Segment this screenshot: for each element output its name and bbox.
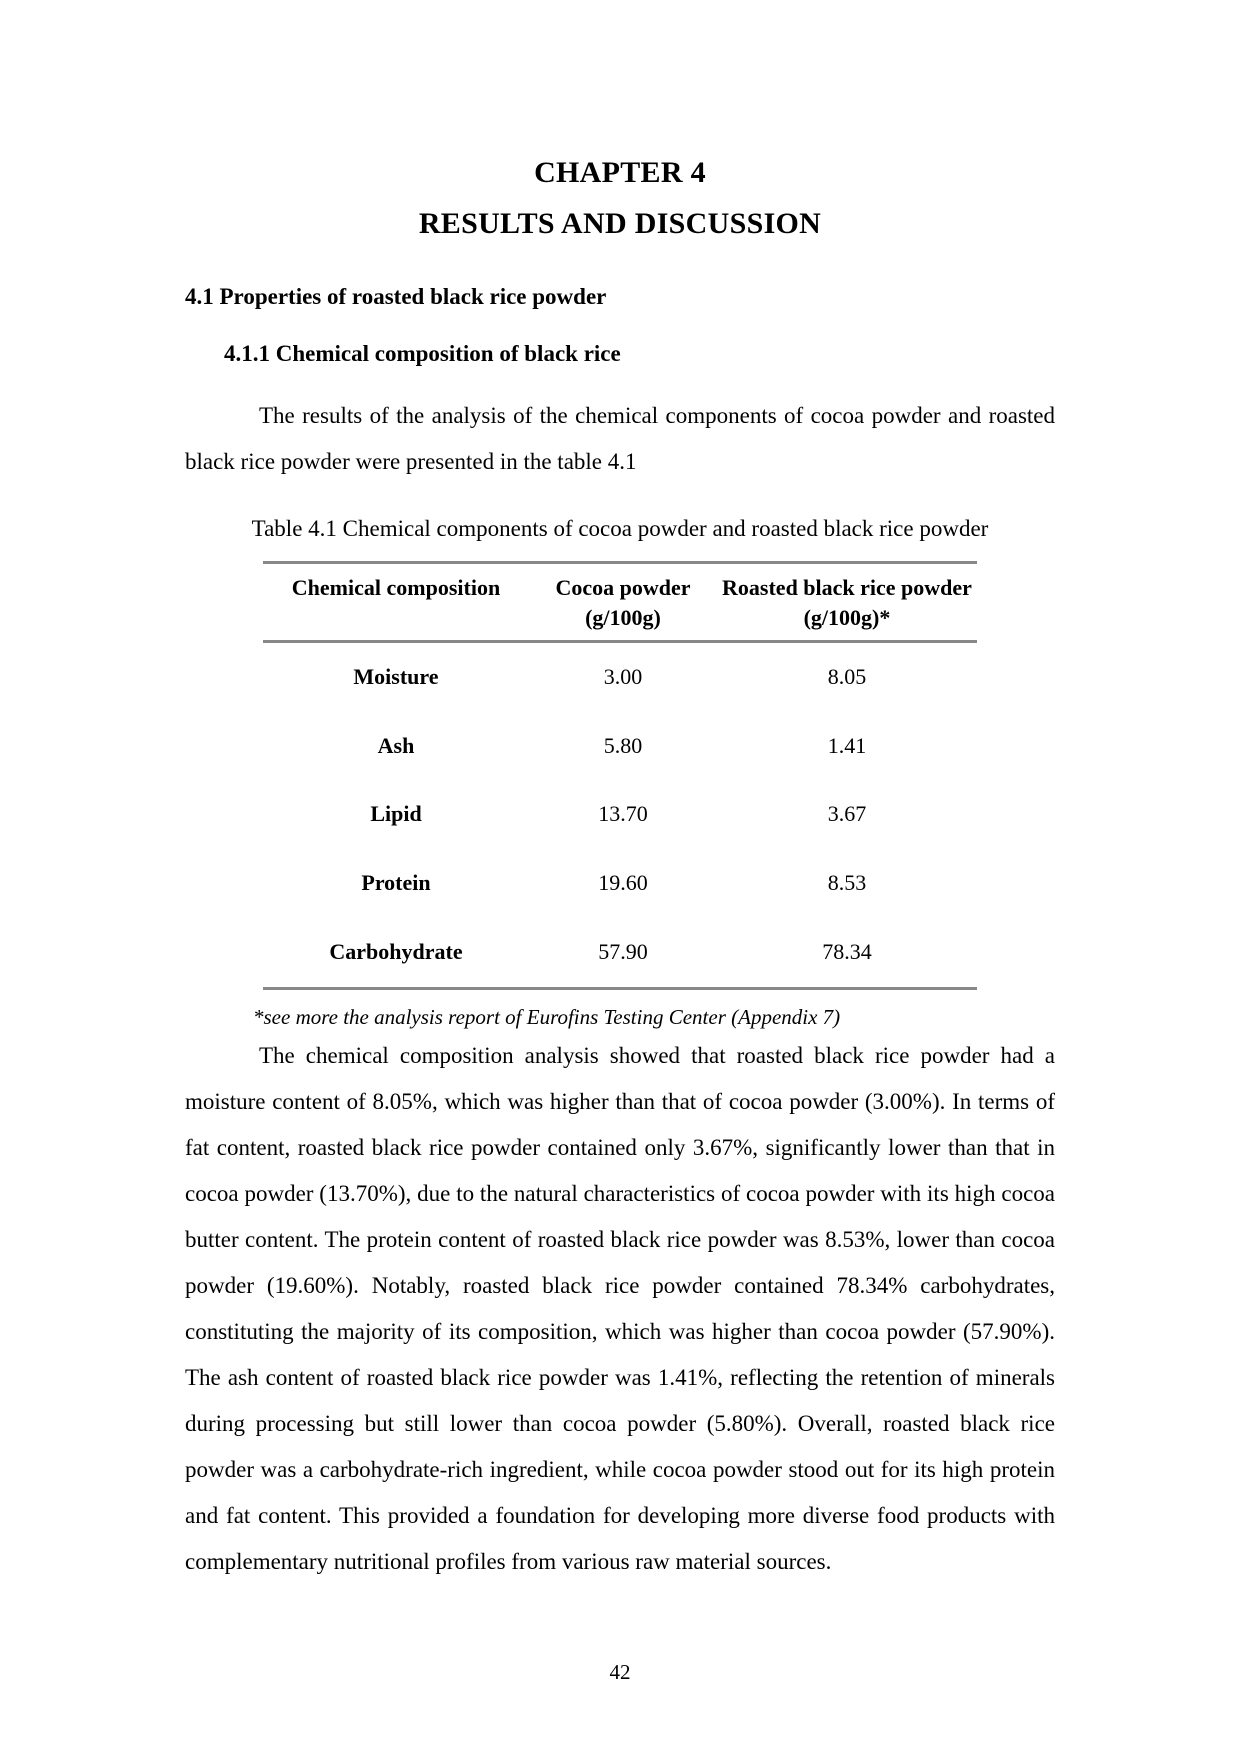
chapter-heading: CHAPTER 4 (534, 156, 706, 189)
table-body (263, 641, 977, 988)
column-header-cocoa-unit: (g/100g) (585, 605, 661, 631)
intro-paragraph: The results of the analysis of the chemical components of cocoa powder and roasted black rice powder were presented in the table 4.1 (185, 402, 1055, 474)
table-header (263, 563, 977, 641)
cell-lipid-cocoa: 13.70 (598, 801, 648, 827)
table-caption: Table 4.1 Chemical components of cocoa powder and roasted black rice powder (251, 515, 989, 541)
column-header-cocoa-title: Cocoa powder (555, 575, 691, 601)
table-row (263, 918, 977, 988)
chemical-composition-table (263, 561, 977, 989)
table-header-row (263, 563, 977, 641)
row-label-carbohydrate: Carbohydrate (263, 918, 529, 988)
chapter-subheading: RESULTS AND DISCUSSION (418, 207, 822, 240)
column-header-cocoa-powder (529, 563, 717, 641)
column-header-composition: Chemical composition (263, 563, 529, 641)
row-label-lipid: Lipid (370, 801, 422, 827)
cell-lipid-rice: 3.67 (827, 801, 867, 827)
page-number: 42 (609, 1660, 631, 1684)
cell-ash-rice: 1.41 (827, 732, 867, 758)
table-row (263, 849, 977, 918)
table-row (263, 712, 977, 781)
cell-moisture-cocoa: 3.00 (603, 663, 643, 689)
cell-carbohydrate-cocoa: 57.90 (529, 918, 717, 988)
row-label-ash: Ash (377, 732, 415, 758)
subsection-heading-4-1-1: 4.1.1 Chemical composition of black rice (224, 341, 621, 367)
cell-ash-cocoa: 5.80 (603, 732, 643, 758)
column-header-rice-unit: (g/100g)* (803, 605, 891, 631)
table-row (263, 641, 977, 711)
cell-protein-cocoa: 19.60 (598, 870, 648, 896)
cell-protein-rice: 8.53 (827, 870, 867, 896)
row-label-protein: Protein (361, 870, 431, 896)
cell-carbohydrate-rice: 78.34 (717, 918, 977, 988)
table-footnote: *see more the analysis report of Eurofins Testing Center (Appendix 7) (253, 1004, 841, 1029)
section-heading-4-1: 4.1 Properties of roasted black rice powder (185, 284, 607, 309)
row-label-moisture: Moisture (353, 663, 439, 689)
column-header-roasted-rice-powder (717, 563, 977, 641)
cell-moisture-rice: 8.05 (827, 663, 867, 689)
discussion-paragraph: The chemical composition analysis showed that roasted black rice powder had a moisture content of 8.05%, which was higher than that of cocoa powder (3.00%). In terms of fat content, roasted black rice powder contained only 3.67%, significantly lower than that in cocoa powder (13.70%), due to the natural characteristics of cocoa powder with its high cocoa butter content. The protein content of roasted black rice powder was 8.53%, lower than cocoa powder (19.60%). Notably, roasted black rice powder contained 78.34% carbohydrates, constituting the majority of its composition, which was higher than cocoa powder (57.90%). The ash content of roasted black rice powder was 1.41%, reflecting the retention of minerals during processing but still lower than cocoa powder (5.80%). Overall, roasted black rice powder was a carbohydrate-rich ingredient, while cocoa powder stood out for its high protein and fat content. This provided a foundation for developing more diverse food products with complementary nutritional profiles from various raw material sources. (185, 1043, 1055, 1575)
table-row (263, 780, 977, 849)
column-header-rice-title: Roasted black rice powder (722, 575, 972, 601)
